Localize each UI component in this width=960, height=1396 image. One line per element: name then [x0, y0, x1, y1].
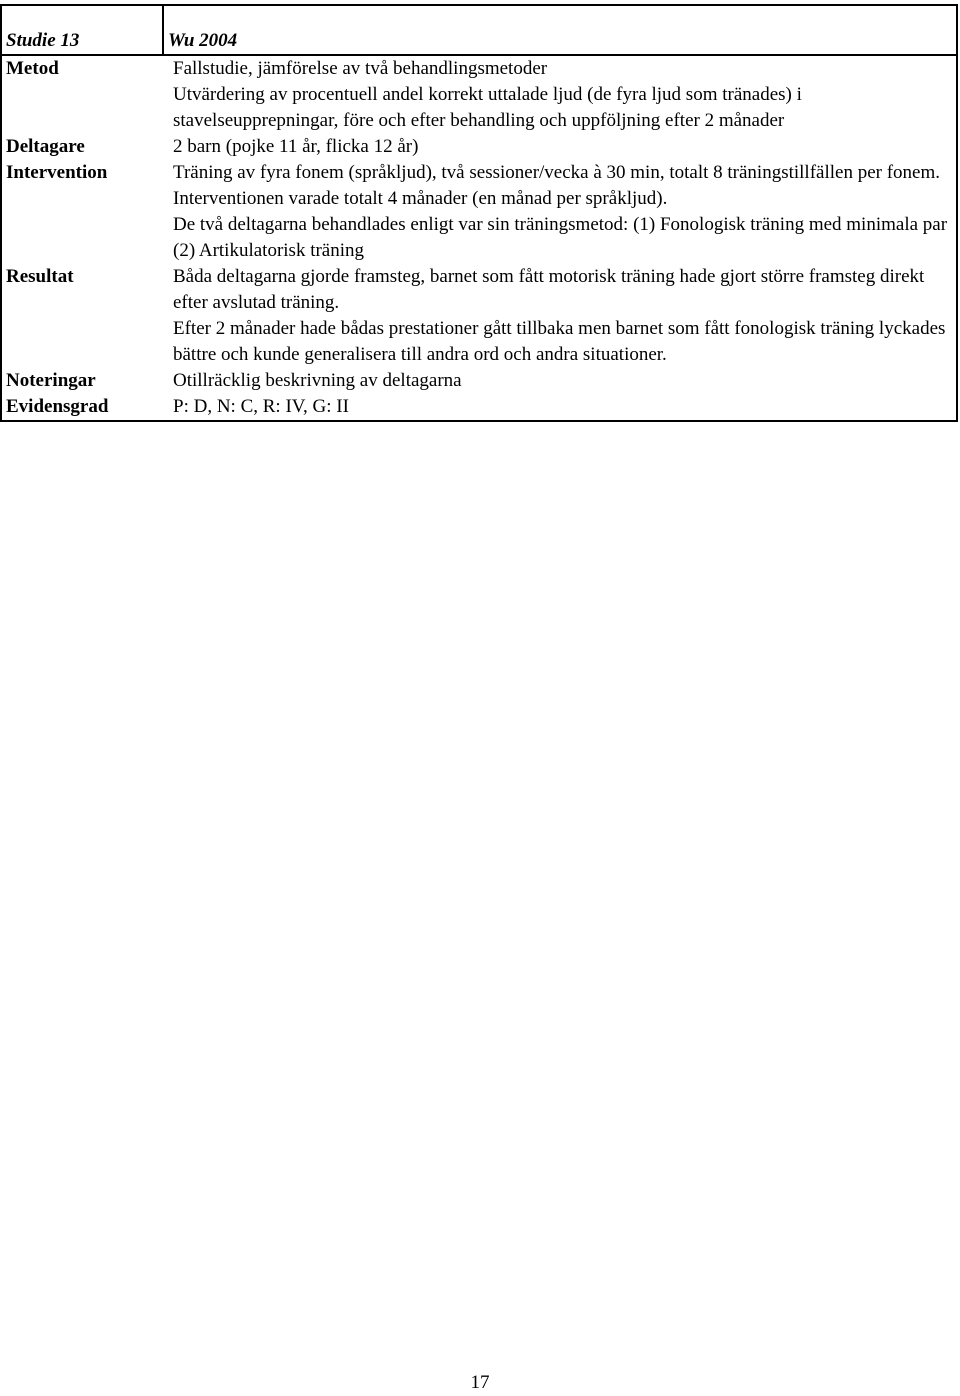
row-label: Resultat	[6, 266, 74, 287]
table-row-resultat	[1, 264, 957, 368]
table-row-noteringar	[1, 368, 957, 394]
content-paragraph: Otillräcklig beskrivning av deltagarna	[173, 370, 462, 391]
row-content	[163, 55, 957, 134]
row-label: Deltagare	[6, 136, 85, 157]
row-label: Metod	[6, 58, 59, 79]
study-number: Studie 13	[1, 5, 163, 55]
table-header-row	[1, 5, 957, 55]
table-row-deltagare	[1, 134, 957, 160]
row-label: Evidensgrad	[6, 396, 109, 417]
content-paragraph: 2 barn (pojke 11 år, flicka 12 år)	[173, 136, 419, 157]
table-row-intervention	[1, 160, 957, 264]
content-paragraph: Båda deltagarna gjorde framsteg, barnet som fått motorisk träning hade gjort större framsteg direkt efter avslutad träning.	[173, 266, 925, 313]
row-content	[163, 368, 957, 394]
study-summary-table	[0, 4, 958, 422]
row-content	[163, 160, 957, 264]
content-paragraph: Träning av fyra fonem (språkljud), två sessioner/vecka à 30 min, totalt 8 träningstillfällen per fonem. Interventionen varade totalt 4 månader (en månad per språkljud).	[173, 162, 941, 209]
row-content	[163, 394, 957, 421]
content-paragraph: Fallstudie, jämförelse av två behandlingsmetoder	[173, 58, 548, 79]
content-paragraph: De två deltagarna behandlades enligt var sin träningsmetod: (1) Fonologisk träning med minimala par (2) Artikulatorisk träning	[173, 214, 948, 261]
content-paragraph: P: D, N: C, R: IV, G: II	[173, 396, 349, 417]
row-content	[163, 134, 957, 160]
row-label: Noteringar	[6, 370, 96, 391]
row-label: Intervention	[6, 162, 108, 183]
table-row-metod	[1, 55, 957, 134]
study-reference: Wu 2004	[163, 5, 957, 55]
row-content	[163, 264, 957, 368]
page-number: 17	[470, 1372, 490, 1393]
table-row-evidensgrad	[1, 394, 957, 421]
content-paragraph: Utvärdering av procentuell andel korrekt uttalade ljud (de fyra ljud som tränades) i stavelseupprepningar, före och efter behandling och uppföljning efter 2 månader	[173, 84, 802, 131]
content-paragraph: Efter 2 månader hade bådas prestationer gått tillbaka men barnet som fått fonologisk träning lyckades bättre och kunde generalisera till andra ord och andra situationer.	[173, 318, 946, 365]
